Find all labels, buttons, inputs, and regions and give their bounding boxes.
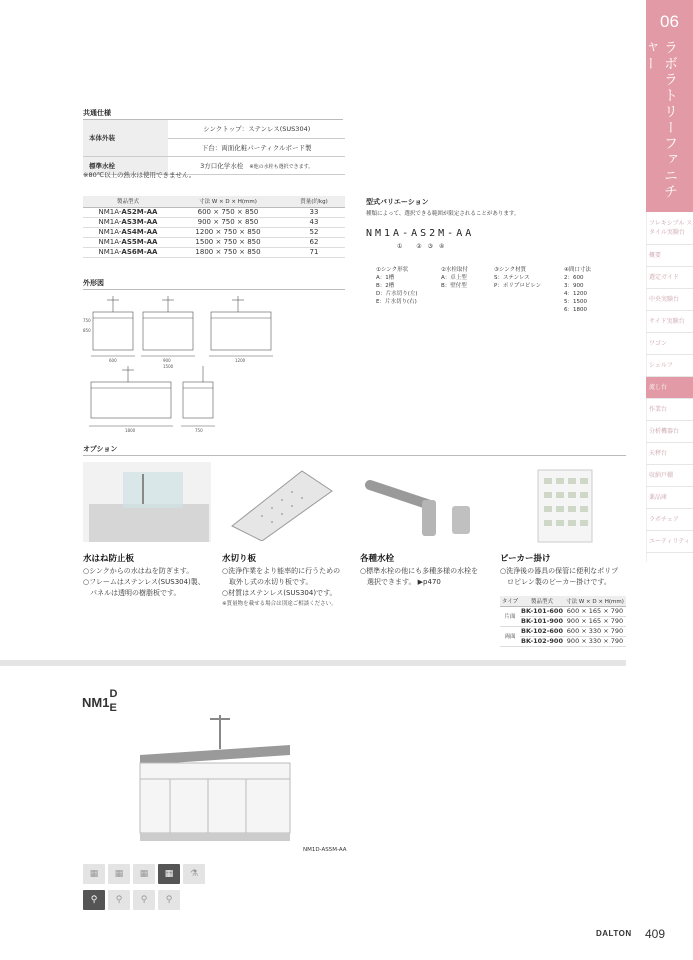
chapter-number: 06 xyxy=(660,12,679,31)
option-title-faucets: 各種水栓 xyxy=(360,554,395,564)
sidebar-item-guide[interactable]: 選定ガイド xyxy=(646,267,693,289)
dim-label: 600 xyxy=(109,358,117,363)
dalton-logo: DALTON xyxy=(596,929,632,938)
body-value-top: シンクトップ：ステンレス(SUS304) xyxy=(168,120,345,138)
dim-label: 1500 xyxy=(163,364,174,369)
table-row: NM1A-AS5M-AA 1500 × 750 × 850 62 xyxy=(83,237,345,247)
beaker-model-header: 製品型式 xyxy=(520,596,564,606)
option-note-drainboard: ※質量物を載せる場合は別途ご相談ください。 xyxy=(222,601,337,607)
section-rule xyxy=(83,289,345,290)
table-row: NM1A-AS4M-AA 1200 × 750 × 850 52 xyxy=(83,227,345,237)
dim-label: 1800 xyxy=(125,428,136,432)
option-title-splash: 水はね防止板 xyxy=(83,554,135,564)
option-desc-splash: ○シンクからの水はねを防ぎます。 ○フレームはステンレス(SUS304)製、 パネルは透明の樹脂板です。 xyxy=(83,567,205,597)
beaker-table xyxy=(500,596,626,647)
sidebar-item-balance[interactable]: 天秤台 xyxy=(646,443,693,465)
feature-icon-active: ▦ xyxy=(158,864,180,884)
variation-heading: 型式バリエーション xyxy=(366,198,429,206)
nm1de-title: NM1 D E xyxy=(82,688,118,714)
feature-icon: ▦ xyxy=(83,864,105,884)
table-row: BK-102-900 900 × 330 × 790 xyxy=(500,636,626,646)
chapter-title: ラボラトリーファニチャー xyxy=(642,40,678,200)
sidebar-item-chair[interactable]: ラボチェア xyxy=(646,509,693,531)
options-heading: オプション xyxy=(83,445,118,453)
table-row: 両面 BK-102-600 600 × 330 × 790 xyxy=(500,626,626,636)
table-row: NM1A-AS6M-AA 1800 × 750 × 850 71 xyxy=(83,247,345,257)
feature-icon: ⚗ xyxy=(183,864,205,884)
sidebar-item-analysis[interactable]: 分析機器台 xyxy=(646,421,693,443)
sidebar-item-overview[interactable]: 概要 xyxy=(646,245,693,267)
faucet-note: ※他の水栓も選択できます。 xyxy=(249,163,314,170)
feature-icon: ▦ xyxy=(133,864,155,884)
nm1de-product-image xyxy=(130,705,295,845)
variation-description: 種類によって、選択できる範囲が限定されることがあります。 xyxy=(366,211,520,217)
dim-label: 850 xyxy=(83,328,91,333)
hot-water-warning: ※80℃以上の熱水は使用できません。 xyxy=(83,171,196,179)
body-value-bottom: 下台：両面化粧パーティクルボード製 xyxy=(168,138,345,156)
dim-label: 750 xyxy=(83,318,91,323)
faucet-label: 標準水栓 xyxy=(83,156,168,174)
feature-icon-row-2 xyxy=(83,890,180,910)
sidebar-item-side-bench[interactable]: サイド実験台 xyxy=(646,311,693,333)
body-label: 本体外装 xyxy=(83,120,168,156)
sidebar-item-sink[interactable]: 流し台 xyxy=(646,377,693,399)
outline-drawings xyxy=(83,292,283,432)
splash-guard-image xyxy=(83,462,211,542)
table-row: 片面 BK-101-600 600 × 165 × 790 xyxy=(500,606,626,616)
faucet-icon: ⚲ xyxy=(133,890,155,910)
mass-col-header: 質量(約kg) xyxy=(283,196,345,207)
faucet-value: 3方口化学水栓 xyxy=(200,161,244,170)
sidebar-item-storage[interactable]: 収納戸棚 xyxy=(646,465,693,487)
dim-label: 1200 xyxy=(235,358,246,363)
faucet-icon: ⚲ xyxy=(158,890,180,910)
table-row: NM1A-AS2M-AA 600 × 750 × 850 33 xyxy=(83,207,345,217)
table-row: NM1A-AS3M-AA 900 × 750 × 850 43 xyxy=(83,217,345,227)
sidebar-item-flexible[interactable]: フレキシブル スタイル実験台 xyxy=(646,215,693,245)
option-desc-beaker: ○洗浄後の器具の保管に便利なポリプ ロピレン製のビーカー掛けです。 xyxy=(500,567,619,586)
beaker-dims-header: 寸法 W × D × H(mm) xyxy=(564,596,626,606)
section-band xyxy=(0,660,626,666)
variation-col-width: ④間口寸法 2：600 3：900 4：1200 5：1500 6：1800 xyxy=(564,267,591,313)
common-spec-table xyxy=(83,120,345,175)
sidebar-item-shelf[interactable]: シェルフ xyxy=(646,355,693,377)
dim-label: 900 xyxy=(163,358,171,363)
sidebar-item-workbench[interactable]: 作業台 xyxy=(646,399,693,421)
option-desc-faucets: ○標準水栓の他にも多種多様の水栓を 選択できます。 ▶p470 xyxy=(360,567,479,586)
drainboard-image xyxy=(222,466,337,541)
faucet-icon-active: ⚲ xyxy=(83,890,105,910)
beaker-type-header: タイプ xyxy=(500,596,520,606)
variation-col-material: ③シンク材質 S：ステンレス P：ポリプロピレン xyxy=(494,267,542,289)
sidebar-item-chemical[interactable]: 薬品庫 xyxy=(646,487,693,509)
drawing-heading: 外形図 xyxy=(83,279,104,287)
beaker-rack-image xyxy=(530,468,600,548)
page-number: 409 xyxy=(645,927,666,941)
table-row: BK-101-900 900 × 165 × 790 xyxy=(500,616,626,626)
dim-label: 750 xyxy=(195,428,203,432)
variation-col-faucet: ②水栓取付 A：卓上型 B：壁付型 xyxy=(441,267,468,289)
chapter-tab xyxy=(642,0,693,212)
section-rule xyxy=(83,455,626,456)
model-table xyxy=(83,196,345,258)
option-title-drainboard: 水切り板 xyxy=(222,554,257,564)
feature-icon-row-1 xyxy=(83,864,205,884)
sidebar-item-utility[interactable]: ユーティリティ xyxy=(646,531,693,553)
option-title-beaker: ビーカー掛け xyxy=(500,554,551,564)
option-desc-drainboard: ○洗浄作業をより能率的に行うための 取外し式の水切り板です。 ○材質はステンレス(SUS304)です。 xyxy=(222,567,341,597)
sidebar-item-center-bench[interactable]: 中央実験台 xyxy=(646,289,693,311)
sidebar-menu xyxy=(646,215,693,553)
faucet-image xyxy=(360,470,480,540)
model-col-header: 製品型式 xyxy=(83,196,173,207)
common-spec-heading: 共通仕様 xyxy=(83,109,111,117)
variation-code: NM1A-AS2M-AA xyxy=(366,228,475,239)
sidebar-item-wagon[interactable]: ワゴン xyxy=(646,333,693,355)
dims-col-header: 寸法 W × D × H(mm) xyxy=(173,196,283,207)
nm1de-caption: NM1D-AS5M-AA xyxy=(303,847,347,853)
variation-col-sink: ①シンク形状 A：1槽 B：2槽 D：片水切り(左) E：片水切り(右) xyxy=(376,267,418,305)
variation-markers: ① ②③④ xyxy=(397,243,451,250)
feature-icon: ▦ xyxy=(108,864,130,884)
faucet-icon: ⚲ xyxy=(108,890,130,910)
